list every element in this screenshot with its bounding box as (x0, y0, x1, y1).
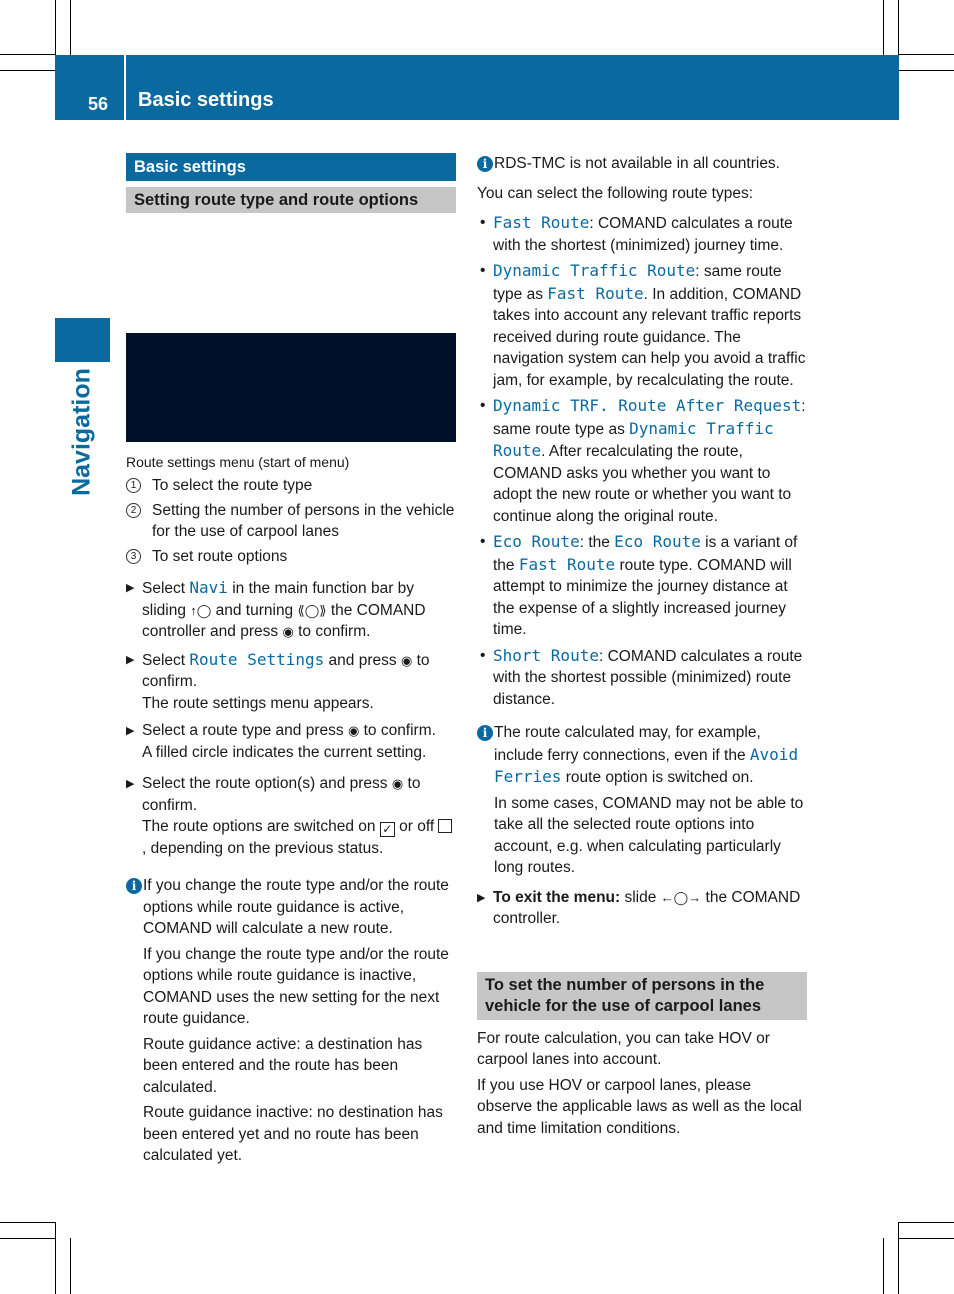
instruction-step: ▶ Select Navi in the main function bar by sliding ↑◯ and turning ⟪◯⟫ the COMAND controller and press ◉ to confirm. (126, 577, 456, 643)
list-item-text: To set route options (152, 547, 288, 565)
crop-mark (898, 70, 954, 71)
crop-mark (898, 1238, 954, 1239)
page-number: 56 (88, 94, 109, 114)
instruction-step: ▶ Select Route Settings and press ◉ to confirm. The route settings menu appears. (126, 649, 456, 715)
right-column (477, 153, 807, 1139)
section-title: Basic settings (126, 153, 456, 181)
press-controller-icon: ◉ (391, 776, 404, 791)
step-arrow-icon: ▶ (126, 725, 135, 737)
info-note: i If you change the route type and/or the route options while route guidance is active, COMAND will calculate a new route. If you change the route type and/or the route options while route guidance is inactive, COMAND uses the new setting for the next route guidance. Route guidance active: a destination has been entered and the route has been calculated. Route guidance inactive: no destination has been entered yet and no route has been calculated yet. (126, 875, 456, 1167)
crop-mark (883, 0, 884, 56)
checked-box-icon: ✓ (380, 822, 395, 837)
crop-mark (883, 1238, 884, 1294)
crop-mark (0, 1222, 56, 1223)
header-title: Basic settings (138, 89, 274, 111)
turn-controller-icon: ⟪◯⟫ (297, 602, 327, 618)
list-item (126, 475, 456, 497)
crop-mark (0, 70, 56, 71)
step-arrow-icon: ▶ (126, 653, 135, 666)
step-arrow-icon: ▶ (126, 582, 135, 594)
list-item: • Short Route: COMAND calculates a route with the shortest possible (minimized) route distance. (480, 645, 803, 708)
crop-mark (898, 1222, 954, 1223)
list-item (126, 546, 456, 568)
instruction-step: ▶ Select a route type and press ◉ to confirm. A filled circle indicates the current setting. (126, 720, 456, 763)
figure-caption: Route settings menu (start of menu) (126, 454, 350, 470)
info-icon: i (477, 725, 493, 741)
intro-text: You can select the following route types: (477, 184, 754, 202)
list-item (126, 500, 456, 543)
side-tab-marker (55, 318, 110, 362)
numbered-list (126, 475, 456, 567)
code-route-settings: Route Settings (189, 649, 325, 669)
subsection-title: To set the number of persons in the vehicle for the use of carpool lanes (477, 972, 807, 1020)
route-settings-screen-image (126, 333, 456, 442)
info-note: i The route calculated may, for example, include ferry connections, even if the Avoid Ferries route option is switched on. In some cases, COMAND may not be able to take all the selected route options into account, e.g. when calculating particularly long routes. (477, 722, 807, 879)
crop-mark (70, 1238, 71, 1294)
step-result: The route settings menu appears. (142, 694, 374, 712)
left-column (126, 153, 456, 1167)
info-icon: i (126, 878, 142, 894)
info-note: i RDS-TMC is not available in all countries. (477, 153, 807, 175)
number-1-icon: 1 (126, 478, 141, 493)
code-navi: Navi (189, 578, 228, 597)
instruction-step: ▶ Select the route option(s) and press ◉ to confirm. The route options are switched on ✓ or off , depending on the previous status. (126, 773, 456, 859)
number-2-icon: 2 (126, 503, 141, 518)
press-controller-icon: ◉ (347, 723, 360, 738)
crop-mark (898, 54, 954, 55)
slide-left-right-controller-icon: ←◯→ (660, 889, 702, 905)
list-item-text: Setting the number of persons in the vehicle for the use of carpool lanes (152, 501, 455, 540)
list-item: • Fast Route: COMAND calculates a route with the shortest (minimized) journey time. (480, 213, 793, 254)
paragraph: For route calculation, you can take HOV or carpool lanes into account. (477, 1029, 770, 1068)
slide-up-controller-icon: ↑◯ (190, 602, 212, 618)
list-item: • Eco Route: the Eco Route is a variant of the Fast Route route type. COMAND will attempt to minimize the journey distance at the expense of a slightly increased journey time. (480, 532, 798, 638)
paragraph: If you use HOV or carpool lanes, please observe the applicable laws as well as the local and time limitation conditions. (477, 1076, 802, 1137)
step-result: A filled circle indicates the current setting. (142, 743, 427, 761)
step-arrow-icon: ▶ (126, 778, 135, 790)
instruction-step: ▶ To exit the menu: slide ←◯→ the COMAND controller. (477, 887, 807, 930)
press-controller-icon: ◉ (400, 652, 413, 668)
number-3-icon: 3 (126, 549, 141, 564)
crop-mark (55, 1222, 56, 1294)
info-icon: i (477, 156, 493, 172)
side-chapter-label: Navigation (67, 368, 96, 496)
step-result: The route options are switched on ✓ or off , depending on the previous status. (142, 816, 456, 859)
step-arrow-icon: ▶ (477, 891, 486, 904)
empty-box-icon (438, 819, 452, 833)
list-item: • Dynamic TRF. Route After Request: same route type as Dynamic Traffic Route. After recalculating the route, COMAND asks you whether you want to adopt the new route or whether you want to continue along the original route. (480, 396, 806, 525)
crop-mark (898, 1222, 899, 1294)
list-item-text: To select the route type (152, 477, 313, 494)
crop-mark (70, 0, 71, 56)
crop-mark (0, 1238, 56, 1239)
header-divider (124, 55, 126, 120)
subsection-title: Setting route type and route options (126, 187, 456, 213)
crop-mark (0, 54, 56, 55)
press-controller-icon: ◉ (282, 624, 294, 639)
list-item: • Dynamic Traffic Route: same route type as Fast Route. In addition, COMAND takes into account any relevant traffic reports received during route guidance. The navigation system can help you avoid a traffic jam, for example, by recalculating the route. (480, 261, 806, 389)
